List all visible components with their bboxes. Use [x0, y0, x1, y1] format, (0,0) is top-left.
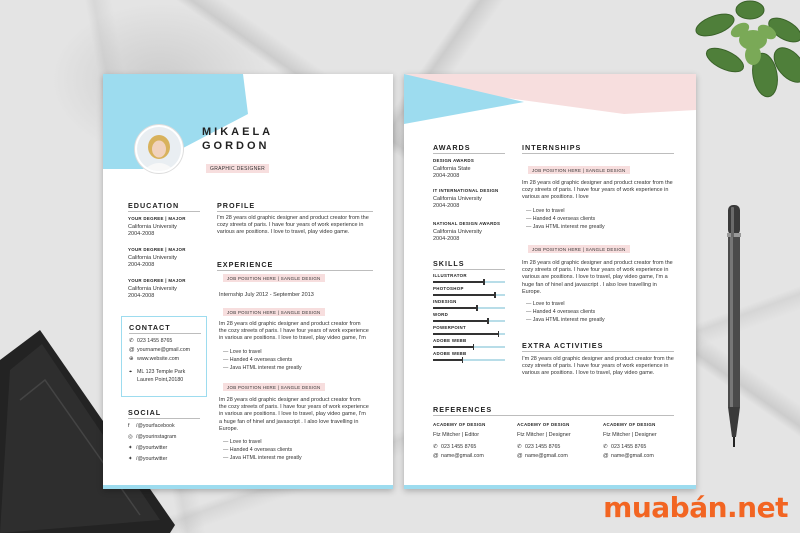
skill-bar-track [433, 346, 505, 348]
globe-icon: ⊕ [129, 356, 134, 362]
skill-bar-fill [433, 320, 487, 323]
email-icon: @ [433, 453, 439, 459]
internship-bullets-1: — Love to travel — Handed 4 overseas clients — Java HTML interest me greatly [526, 208, 605, 231]
contact-website: ⊕ www.website.com [129, 356, 180, 362]
internship-bullets-2: — Love to travel — Handed 4 overseas clients — Java HTML interest me greatly [526, 301, 605, 324]
experience-heading: EXPERIENCE [217, 260, 274, 269]
email-icon: @ [517, 453, 523, 459]
skill-bar-track [433, 359, 505, 361]
experience-bullets-1: — Love to travel — Handed 4 overseas clients — Java HTML interest me greatly [223, 349, 302, 372]
phone-icon: ✆ [129, 338, 134, 344]
social-twitter-1: ✦ /@yourtwitter [128, 445, 168, 451]
twitter-icon: ✦ [128, 456, 133, 462]
skill-bar-marker [476, 305, 478, 311]
facebook-icon: f [128, 423, 130, 429]
contact-address: ⌖ ML 123 Temple Park [129, 369, 186, 375]
contact-email: @ yourname@gmail.com [129, 347, 191, 353]
skills-heading: SKILLS [433, 259, 465, 268]
internships-heading: INTERNSHIPS [522, 143, 582, 152]
profile-heading: PROFILE [217, 201, 256, 210]
skill-row [433, 325, 543, 338]
social-twitter-2: ✦ /@yourtwitter [128, 456, 168, 462]
skill-bar-fill [433, 307, 476, 310]
skill-bar-marker [483, 279, 485, 285]
skill-bar-marker [498, 331, 500, 337]
skill-bar-fill [433, 333, 498, 336]
education-heading: EDUCATION [128, 201, 180, 210]
role-tag: GRAPHIC DESIGNER [206, 164, 269, 173]
social-instagram: ◎ /@yourinstagram [128, 434, 177, 440]
email-icon: @ [603, 453, 609, 459]
contact-heading: CONTACT [129, 323, 171, 332]
avatar [135, 125, 183, 173]
skill-name: PHOTOSHOP [433, 286, 464, 291]
skill-bar-track [433, 333, 505, 335]
phone-icon: ✆ [603, 444, 608, 450]
instagram-icon: ◎ [128, 434, 133, 440]
resume-page-left: MIKAELA GORDON GRAPHIC DESIGNER EDUCATION YOUR DEGREE | MAJOR California University 2004-2008 YOUR DEGREE | MAJOR California University 2004-2008 YOUR DEGREE | MAJOR California University 2004-2008 CONTACT ✆ 023 1455 8765 @ yourname@gmail.com ⊕ www.website.com ⌖ ML 123 Temple Park Lauren Point,20180 SOCIAL f /@yourfacebook ◎ /@yourinstagram ✦ /@yourtwitter ✦ /@yourtwitter PROFILE I'm 28 years old graphic designer and product creator from the cozy streets of paris. I have four years of work experience in various are positions. I love to travel, play video game. EXPERIENCE JOB POSITION HERE | SANGLE DESIGN Internship July 2012 - September 2013 JOB POSITION HERE | SANGLE DESIGN Im 28 years old graphic designer and product creator from the cozy streets of paris. I have four years of work experience in various are positions. I love to travel, play video game, I'm — Love to travel — Handed 4 overseas clients — Java HTML interest me greatly JOB POSITION HERE | SANGLE DESIGN Im 28 years old graphic designer and product creator from the cozy streets of paris. I have four years of work experience in various are positions. I love to travel, play video game, I'm a huge fan of hinel and javascript . I also love travelling in Europe. — Love to travel — Handed 4 overseas clients — Java HTML interest me greatly [103, 74, 393, 489]
extra-activities-heading: EXTRA ACTIVITIES [522, 341, 604, 350]
skill-bar-fill [433, 346, 473, 349]
location-pin-icon: ⌖ [129, 369, 133, 375]
profile-text: I'm 28 years old graphic designer and product creator from the cozy streets of paris. I have four years of work experience in various are positions. I love to travel, play video game. [217, 215, 369, 236]
references-heading: REFERENCES [433, 405, 493, 414]
phone-icon: ✆ [517, 444, 522, 450]
awards-heading: AWARDS [433, 143, 471, 152]
header-shape [404, 74, 696, 134]
skill-name: ADOBE WEBB [433, 351, 467, 356]
contact-phone: ✆ 023 1455 8765 [129, 338, 173, 344]
resume-page-right: AWARDS DESIGN AWARDS California State 2004-2008 IT INTERNATIONAL DESIGN California University 2004-2008 NATIONAL DESIGN AWARDS California University 2004-2008 SKILLS ILLUSTRATOR PHOTOSHOP INDESIGN WORD POWERPOINT ADOBE WEBB ADOBE WEBB INTERNSHIPS JOB POSITION HERE | SANGLE DESIGN Im 28 years old graphic designer and product creator from the cozy streets of paris. I have four years of work experience in various are positions. I love — Love to travel — Handed 4 overseas clients — Java HTML interest me greatly JOB POSITION HERE | SANGLE DESIGN Im 28 years old graphic designer and product creator from the cozy streets of paris. I have four years of work experience in various are positions. I love to travel, play video game, I'm a huge fan of hinel and javascript . I also love travelling in Europe. — Love to travel — Handed 4 overseas clients — Java HTML interest me greatly EXTRA ACTIVITIES I'm 28 years old graphic designer and product creator from the cozy streets of paris. I have four years of work experience in various are positions. I love to travel, play video game. REFERENCES ACADEMY OF DESIGN Ftz Mitcher | Editor ✆ 023 1455 8765 @ name@gmail.com ACADEMY OF DESIGN Ftz Mitcher | Designer ✆ 023 1455 8765 @ name@gmail.com ACADEMY OF DESIGN Ftz Mitcher | Designer ✆ 023 1455 8765 @ name@gmail.com [404, 74, 696, 489]
name-first: MIKAELA [202, 126, 274, 138]
experience-bullets-2: — Love to travel — Handed 4 overseas clients — Java HTML interest me greatly [223, 439, 302, 462]
social-facebook: f /@yourfacebook [128, 423, 175, 429]
skill-bar-track [433, 307, 505, 309]
skill-name: WORD [433, 312, 449, 317]
social-heading: SOCIAL [128, 408, 162, 417]
skill-bar-marker [473, 344, 475, 350]
skill-bar-track [433, 281, 505, 283]
skill-bar-fill [433, 281, 483, 284]
skill-bar-marker [462, 357, 464, 363]
name-last: GORDON [202, 140, 270, 152]
phone-icon: ✆ [433, 444, 438, 450]
skill-name: POWERPOINT [433, 325, 467, 330]
skill-bar-fill [433, 294, 494, 297]
skill-bar-track [433, 294, 505, 296]
skill-bar-marker [494, 292, 496, 298]
skill-bar-marker [487, 318, 489, 324]
skill-name: ILLUSTRATOR [433, 273, 467, 278]
brand-logo: muabán.net [603, 491, 788, 524]
twitter-icon: ✦ [128, 445, 133, 451]
email-icon: @ [129, 347, 135, 353]
skill-bar-track [433, 320, 505, 322]
skill-bar-fill [433, 359, 462, 362]
pen [722, 205, 746, 450]
skill-name: INDESIGN [433, 299, 457, 304]
skill-name: ADOBE WEBB [433, 338, 467, 343]
